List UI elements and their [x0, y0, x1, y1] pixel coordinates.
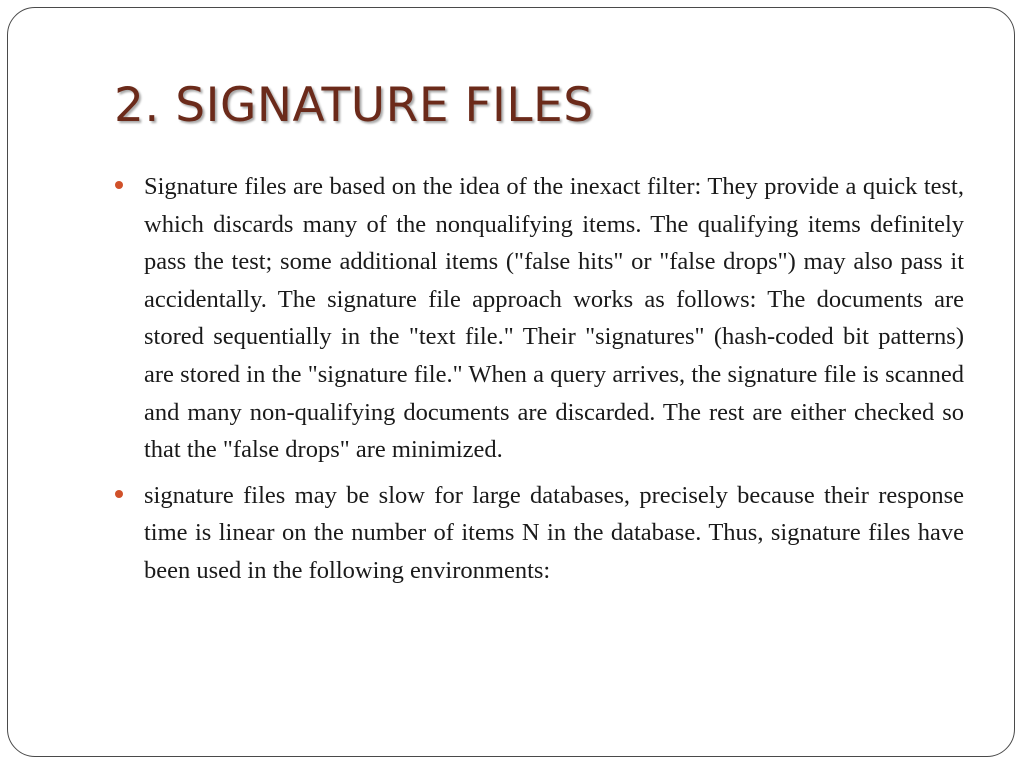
slide-title: 2. SIGNATURE FILES: [114, 78, 594, 133]
bullet-item: [112, 477, 964, 590]
bullet-item: [112, 168, 964, 469]
bullet-dot-icon: [115, 490, 123, 498]
bullet-text: Signature files are based on the idea of the inexact filter: They provide a quick test, which discards many of the nonqualifying items. The qualifying items definitely pass the test; some additional items ("false hits" or "false drops") may also pass it accidentally. The signature file approach works as follows: The documents are stored sequentially in the "text file." Their "signatures" (hash-coded bit patterns) are stored in the "signature file." When a query arrives, the signature file is scanned and many non-qualifying documents are discarded. The rest are either checked so that the "false drops" are minimized.: [144, 173, 964, 464]
bullet-list: [112, 168, 964, 598]
bullet-dot-icon: [115, 181, 123, 189]
bullet-text: signature files may be slow for large databases, precisely because their response time is linear on the number of items N in the database. Thus, signature files have been used in the following environments:: [144, 481, 964, 584]
